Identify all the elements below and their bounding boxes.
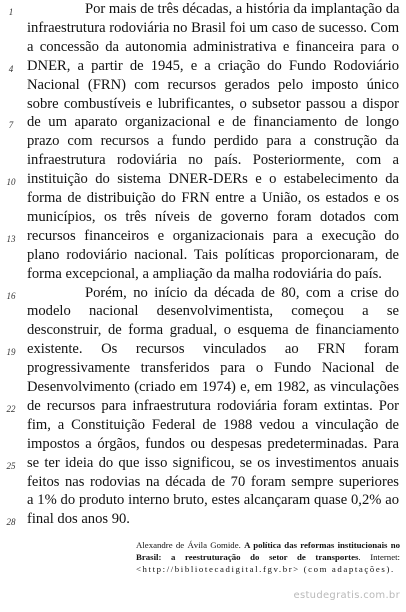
text-line xyxy=(0,510,406,530)
text-line xyxy=(0,57,406,77)
line-text: Desenvolvimento (criado em 1974) e, em 1982, as vinculações xyxy=(27,379,399,395)
text-line xyxy=(0,284,406,304)
line-number: 19 xyxy=(6,347,16,358)
text-line xyxy=(0,321,406,341)
line-text: progressivamente transferidos para o Fundo Nacional de xyxy=(27,360,399,377)
text-line xyxy=(0,435,406,455)
line-text: forma de distribuição do FRN entre a União, os estados e os xyxy=(27,190,399,206)
source-title-part-1: A política das reformas institucionais no xyxy=(244,540,400,550)
watermark: estudegratis.com.br xyxy=(293,590,400,601)
line-number: 7 xyxy=(8,120,14,131)
line-text: plano rodoviário nacional. Tais políticas proporcionaram, de xyxy=(27,246,399,263)
line-number: 28 xyxy=(6,517,16,528)
line-text: a concessão da autonomia administrativa e financeira para o xyxy=(27,38,399,55)
text-line xyxy=(0,416,406,436)
line-text: se ter ideia do que isso significou, se os investimentos anuais xyxy=(27,454,399,471)
text-line xyxy=(0,95,406,115)
text-line xyxy=(0,0,406,20)
text-line xyxy=(0,76,406,96)
text-line xyxy=(0,454,406,474)
text-line xyxy=(0,19,406,39)
line-number: 16 xyxy=(6,290,16,301)
line-text: de recursos para infraestrutura rodoviária foram extintas. Por xyxy=(27,397,399,414)
source-citation xyxy=(136,539,400,575)
text-line xyxy=(0,491,406,511)
line-text: sobre combustíveis e lubrificantes, o subsetor passou a dispor xyxy=(27,95,399,112)
source-author: Alexandre de Ávila Gomide. xyxy=(136,540,245,550)
text-line xyxy=(0,208,406,228)
text-line xyxy=(0,340,406,360)
text-line xyxy=(0,473,406,493)
text-line xyxy=(0,265,406,285)
source-medium: . Internet: xyxy=(358,552,400,562)
line-text: prazo com recursos a fundo perdido para a construção da xyxy=(27,133,399,150)
text-line xyxy=(0,359,406,379)
line-number: 10 xyxy=(6,177,16,188)
text-line xyxy=(0,38,406,58)
text-line xyxy=(0,113,406,133)
line-text: final dos anos 90. xyxy=(27,511,130,528)
source-url: <http://bibliotecadigital.fgv.br> (com adaptações). xyxy=(136,564,395,574)
text-line xyxy=(0,397,406,417)
line-number: 22 xyxy=(6,403,16,414)
line-number: 4 xyxy=(8,63,14,74)
text-line xyxy=(0,378,406,398)
line-number: 13 xyxy=(6,233,16,244)
line-text: recursos financeiros e organizacionais para a execução do xyxy=(27,227,399,244)
text-line xyxy=(0,246,406,266)
line-text: existente. Os recursos vinculados ao FRN foram xyxy=(27,341,399,358)
source-line-2 xyxy=(136,551,400,563)
text-line xyxy=(0,302,406,322)
line-text: de um aparato organizacional e de financiamento de longo xyxy=(27,114,399,131)
line-text: modelo nacional desenvolvimentista, começou a se xyxy=(27,303,399,320)
line-text: a 1% do produto interno bruto, estes alcançaram quase 0,2% ao xyxy=(27,492,399,509)
source-title-part-2: Brasil: a reestruturação do setor de transportes xyxy=(136,552,359,562)
line-text: municípios, os três níveis de governo foram dotados com xyxy=(27,208,399,225)
line-text: Nacional (FRN) com recursos gerados pelo imposto único xyxy=(27,76,399,93)
line-text: desconstruir, de forma gradual, o esquema de financiamento xyxy=(27,322,399,339)
line-text: forma excepcional, a ampliação da malha rodoviária do país. xyxy=(27,265,382,282)
line-number: 1 xyxy=(8,7,14,17)
text-line xyxy=(0,189,406,209)
line-text: feitos nas rodovias na década de 70 foram sempre superiores xyxy=(27,473,399,490)
line-text: infraestrutura rodoviária no Brasil foi um caso de sucesso. Com xyxy=(27,19,400,36)
line-text: Por mais de três décadas, a história da implantação da xyxy=(85,1,400,17)
line-text: instituição do sistema DNER-DERs e o estabelecimento da xyxy=(27,171,399,188)
text-line xyxy=(0,132,406,152)
line-text: fim, a Constituição Federal de 1988 vedou a vinculação de xyxy=(27,416,399,433)
line-text: infraestrutura rodoviária no país. Posteriormente, com a xyxy=(27,152,399,169)
text-line xyxy=(0,227,406,247)
source-line-1 xyxy=(136,539,400,551)
text-line xyxy=(0,151,406,171)
line-text: DNER, a partir de 1945, e a criação do Fundo Rodoviário xyxy=(27,57,399,74)
line-number: 25 xyxy=(6,460,16,471)
line-text: impostos a órgãos, fundos ou despesas predeterminadas. Para xyxy=(27,435,399,452)
line-text: Porém, no início da década de 80, com a crise do xyxy=(85,284,399,301)
text-line xyxy=(0,170,406,190)
